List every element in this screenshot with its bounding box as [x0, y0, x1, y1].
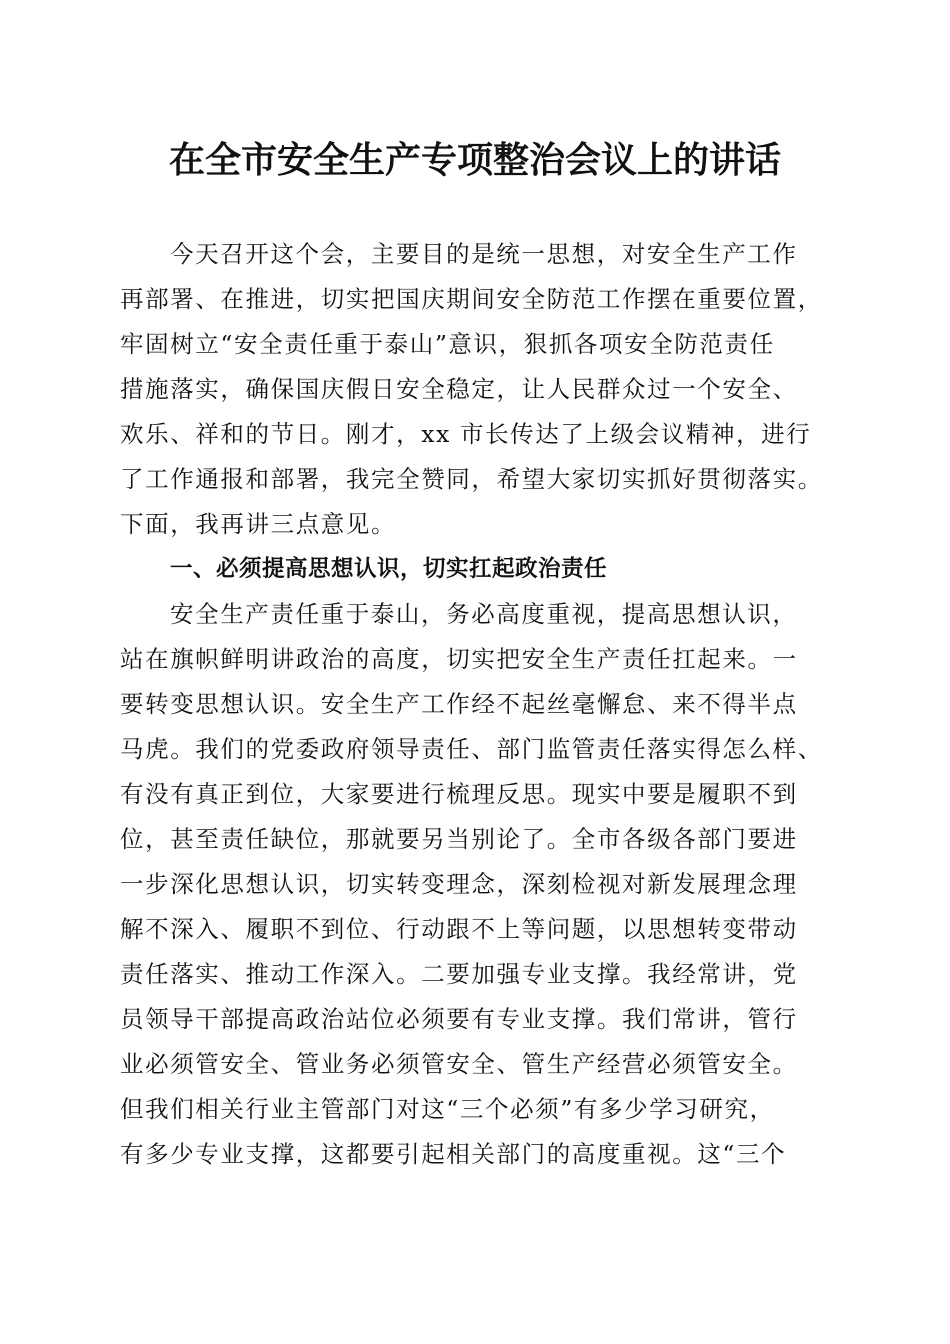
paragraph-line: 有没有真正到位，大家要进行梳理反思。现实中要是履职不到	[120, 780, 798, 808]
paragraph-line: 了工作通报和部署，我完全赞同，希望大家切实抓好贯彻落实。	[120, 465, 823, 493]
paragraph-line: 牢固树立“安全责任重于泰山”意识，狠抓各项安全防范责任	[120, 330, 775, 358]
paragraph-line: 一步深化思想认识，切实转变理念，深刻检视对新发展理念理	[120, 870, 798, 898]
page-title: 在全市安全生产专项整治会议上的讲话	[168, 139, 781, 181]
paragraph-line: 措施落实，确保国庆假日安全稳定，让人民群众过一个安全、	[120, 375, 798, 403]
paragraph-line: 今天召开这个会，主要目的是统一思想，对安全生产工作	[170, 240, 798, 268]
paragraph-line: 欢乐、祥和的节日。刚才，xx 市长传达了上级会议精神，进行	[120, 420, 812, 448]
document-body	[120, 232, 840, 1177]
paragraph-line: 再部署、在推进，切实把国庆期间安全防范工作摆在重要位置，	[120, 285, 823, 313]
paragraph-line: 但我们相关行业主管部门对这“三个必须”有多少学习研究，	[120, 1095, 775, 1123]
paragraph-line: 责任落实、推动工作深入。二要加强专业支撑。我经常讲，党	[120, 960, 798, 988]
paragraph-line: 员领导干部提高政治站位必须要有专业支撑。我们常讲，管行	[120, 1005, 798, 1033]
paragraph-line: 下面，我再讲三点意见。	[120, 510, 397, 538]
paragraph-line: 站在旗帜鲜明讲政治的高度，切实把安全生产责任扛起来。一	[120, 645, 798, 673]
section-heading: 一、必须提高思想认识，切实扛起政治责任	[170, 556, 608, 582]
paragraph-line: 要转变思想认识。安全生产工作经不起丝毫懈怠、来不得半点	[120, 690, 798, 718]
paragraph-line: 解不深入、履职不到位、行动跟不上等问题，以思想转变带动	[120, 915, 798, 943]
paragraph-line: 马虎。我们的党委政府领导责任、部门监管责任落实得怎么样、	[120, 735, 823, 763]
paragraph-line: 有多少专业支撑，这都要引起相关部门的高度重视。这“三个	[120, 1140, 787, 1168]
paragraph-line: 业必须管安全、管业务必须管安全、管生产经营必须管安全。	[120, 1050, 798, 1078]
paragraph-line: 安全生产责任重于泰山，务必高度重视，提高思想认识，	[170, 600, 798, 628]
paragraph-line: 位，甚至责任缺位，那就要另当别论了。全市各级各部门要进	[120, 825, 798, 853]
